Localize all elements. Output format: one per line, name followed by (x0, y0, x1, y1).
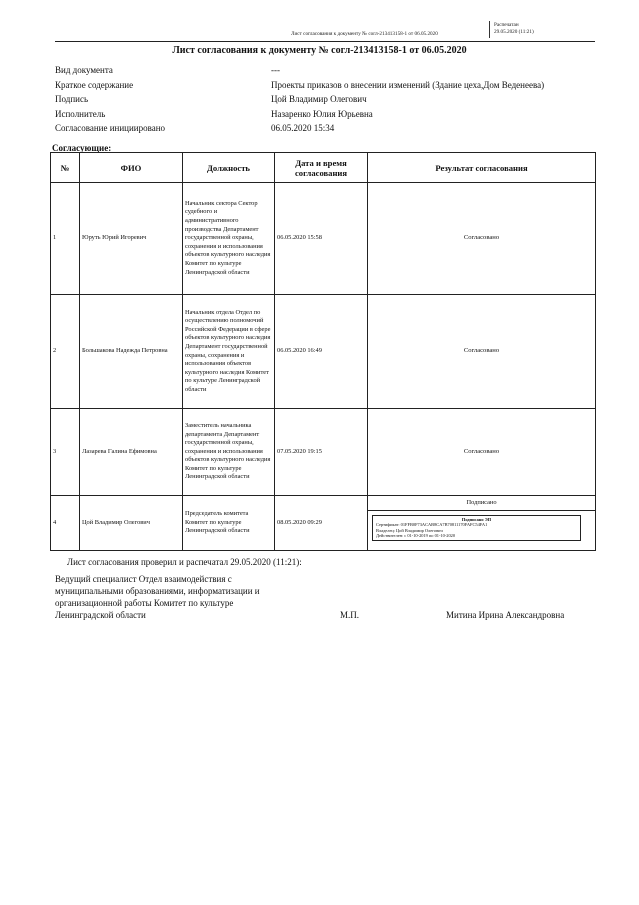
table-row (51, 496, 596, 551)
property-label: Исполнитель (55, 108, 106, 119)
row-position: Начальник отдела Отдел по осуществлению полномочий Российской Федерации в сфере объектов культурного наследия Департамент государственной охраны, сохранения и использования объектов культурного наследия Комитет по культуре Ленинградской области (183, 295, 275, 409)
approvers-heading: Согласующие: (52, 143, 112, 153)
row-position: Начальник сектора Сектор судебного и административного производства Департамент государственной охраны, сохранения и использования объектов культурного наследия Комитет по культуре Ленинградской области (183, 183, 275, 295)
property-value: 06.05.2020 15:34 (271, 123, 335, 133)
header-rule (55, 41, 595, 42)
header-fio: ФИО (80, 153, 183, 183)
row-number: 2 (51, 295, 80, 409)
footer-seal-mark: М.П. (340, 610, 360, 620)
row-fio: Лазарева Галина Ефимовна (80, 409, 183, 496)
signature-owner: Владелец: Цой Владимир Олегович (376, 527, 443, 533)
property-label: Подпись (55, 94, 89, 104)
row-result: Согласовано (368, 183, 596, 295)
property-row-executor (55, 109, 595, 124)
print-stamp-label: Распечатан (494, 22, 519, 28)
print-stamp-date: 29.05.2020 (11:21) (494, 29, 534, 35)
header-number: № (51, 153, 80, 183)
row-position: Председатель комитета Комитет по культуре Ленинградской области (183, 496, 275, 551)
row-date: 07.05.2020 19:15 (275, 409, 368, 496)
footer-position-line: Ведущий специалист Отдел взаимодействия с (55, 574, 232, 584)
row-result: Согласовано (368, 409, 596, 496)
footer-position-line: Ленинградской области (55, 610, 146, 620)
property-label: Согласование инициировано (55, 123, 166, 133)
header-result: Результат согласования (368, 153, 596, 183)
row-date: 08.05.2020 09:29 (275, 496, 368, 551)
document-title: Лист согласования к документу № согл-213413158-1 от 06.05.2020 (172, 45, 467, 56)
property-row-summary (55, 80, 595, 95)
footer-checked-note: Лист согласования проверил и распечатал 29.05.2020 (11:21): (67, 557, 302, 567)
row-date: 06.05.2020 15:58 (275, 183, 368, 295)
approval-table (50, 152, 596, 551)
signature-certificate: Сертификат: 01FFB0F73ACAB8CA7B70811170FAFC54FA1 (376, 522, 488, 528)
footer-position-line: муниципальными образованиями, информатизации и (55, 586, 260, 596)
header-date: Дата и время согласования (275, 153, 368, 183)
table-header-row (51, 153, 596, 183)
property-row-signature (55, 94, 595, 109)
row-fio: Юруть Юрий Игоревич (80, 183, 183, 295)
print-stamp (494, 22, 534, 36)
property-row-initiated (55, 123, 595, 138)
header-document-reference: Лист согласования к документу № согл-213413158-1 от 06.05.2020 (291, 31, 438, 37)
row-result: Подписано (368, 496, 595, 511)
footer-position-line: организационной работы Комитет по культуре (55, 598, 234, 608)
property-value: Проекты приказов о внесении изменений (Здание цеха,Дом Веденеева) (271, 79, 545, 90)
row-date: 06.05.2020 16:49 (275, 295, 368, 409)
property-row-doc-type (55, 65, 595, 80)
row-result: Согласовано (368, 295, 596, 409)
row-fio: Цой Владимир Олегович (80, 496, 183, 551)
property-value: Назаренко Юлия Юрьевна (271, 108, 373, 119)
table-row (51, 183, 596, 295)
electronic-signature-stamp (372, 515, 581, 541)
row-number: 1 (51, 183, 80, 295)
signature-title: Подписано ЭП (461, 517, 492, 522)
header-position: Должность (183, 153, 275, 183)
property-value: Цой Владимир Олегович (271, 94, 367, 104)
row-position: Заместитель начальника департамента Департамент государственной охраны, сохранения и использования объектов культурного наследия Комитет по культуре Ленинградской области (183, 409, 275, 496)
row-number: 4 (51, 496, 80, 551)
document-properties (55, 65, 595, 138)
row-fio: Большакова Надежда Петровна (80, 295, 183, 409)
row-number: 3 (51, 409, 80, 496)
signature-validity: Действителен: с 01-10-2019 по 01-10-2020 (376, 533, 456, 539)
footer-signer-name: Митина Ирина Александровна (446, 610, 565, 620)
property-label: Краткое содержание (55, 79, 134, 90)
property-label: Вид документа (55, 65, 113, 75)
row-result-signature (368, 496, 596, 551)
property-value: --- (271, 65, 280, 75)
table-row (51, 409, 596, 496)
header-separator (489, 21, 490, 38)
table-row (51, 295, 596, 409)
